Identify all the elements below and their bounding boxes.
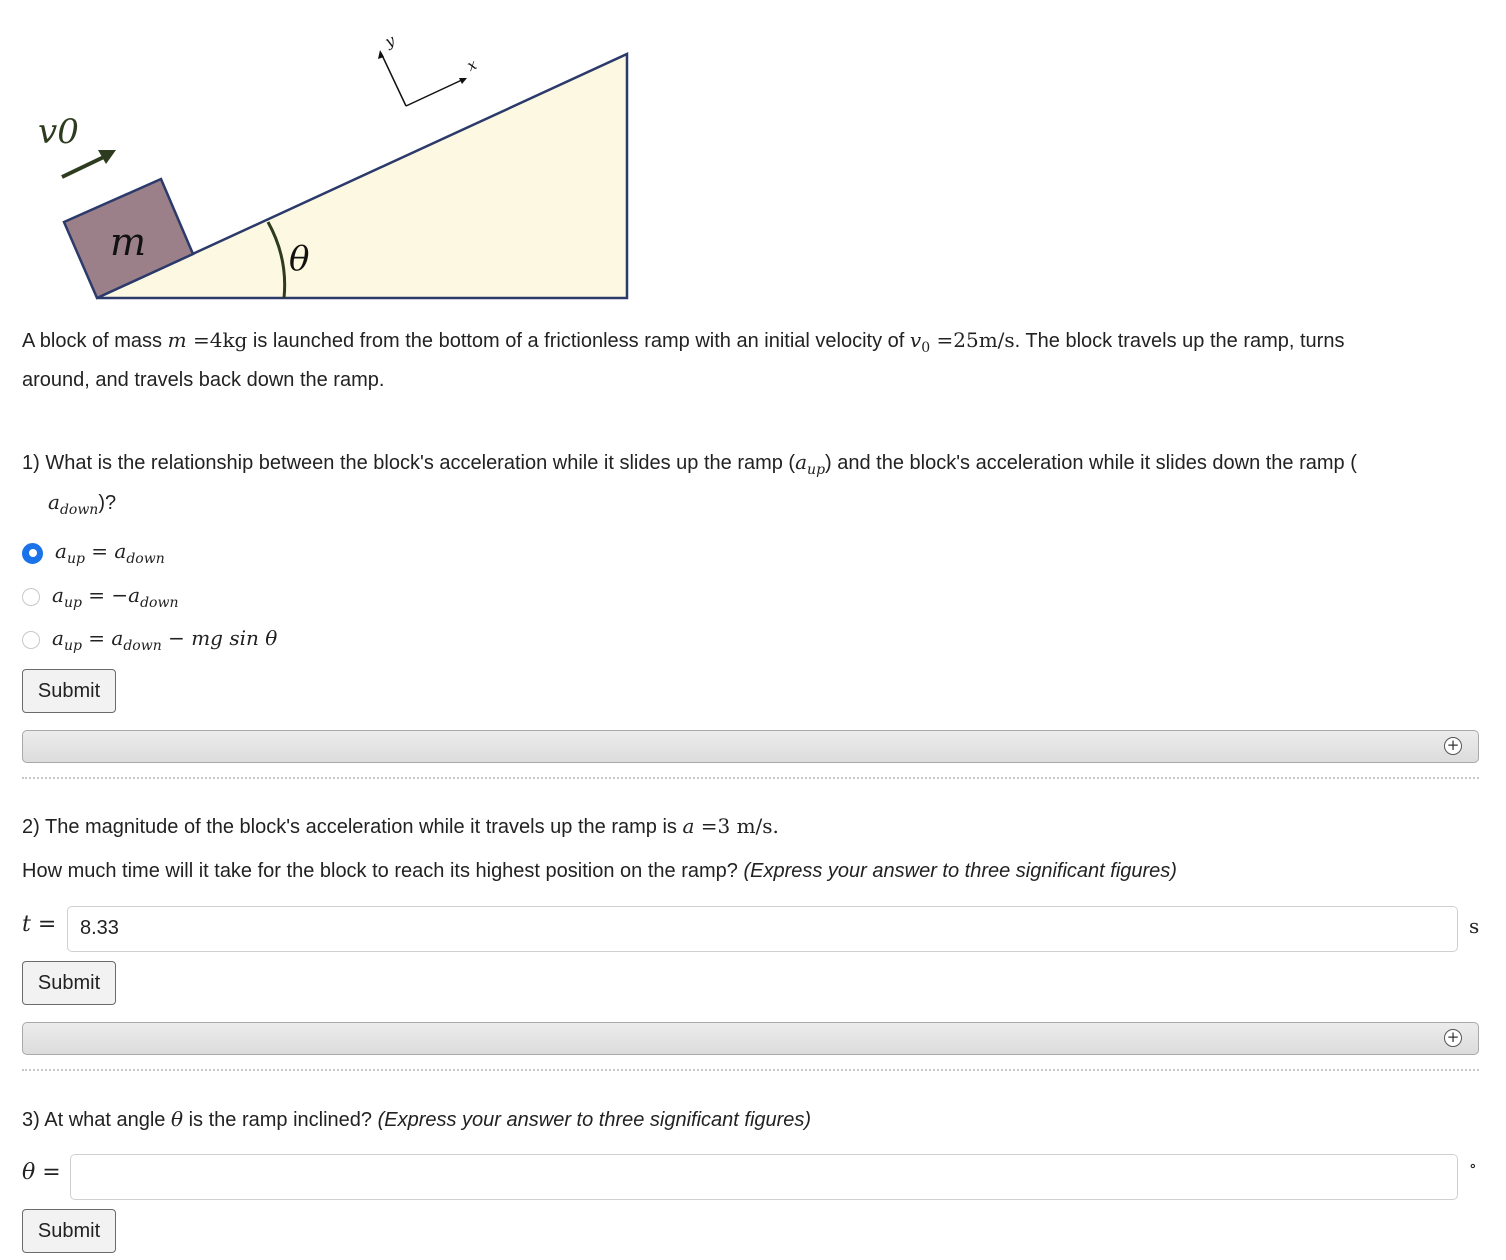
q2-answer-row <box>22 906 1482 954</box>
velocity-arrow <box>62 155 108 177</box>
angle-answer-input[interactable] <box>70 1154 1458 1200</box>
q1-option-1[interactable] <box>22 538 165 568</box>
axis-y <box>381 53 406 106</box>
q2-answer-unit: s <box>1469 914 1480 938</box>
q3-answer-row <box>22 1154 1482 1202</box>
ramp-diagram <box>0 0 700 310</box>
divider <box>22 777 1479 779</box>
axis-x-label: x <box>464 55 480 75</box>
question-1-text: 1) What is the relationship between the block's acceleration while it slides up the ramp $(a_{up})$ and the block's acceleration while it slides down the ramp ( $a_{down}$)? <box>22 450 1357 518</box>
q3-answer-unit: ∘ <box>1469 1156 1477 1175</box>
q2-submit-button[interactable]: Submit <box>22 961 116 1005</box>
radio-unselected[interactable] <box>22 631 40 649</box>
mass-label: m <box>110 220 147 264</box>
axis-y-label: y <box>382 31 398 51</box>
time-answer-input[interactable]: 8.33 <box>67 906 1458 952</box>
question-3-text: 3) At what angle θ is the ramp inclined? (Express your answer to three significant figures) <box>22 1107 812 1131</box>
problem-statement: A block of mass m =4kg is launched from the bottom of a frictionless ramp with an initial velocity of $v_0 =25m/s$. The block travels up the ramp, turns around, and travels back down the ramp. <box>22 328 1345 391</box>
q1-option-3-label: $a_{up} = a_{down}$ − mg sin θ <box>52 626 278 654</box>
angle-label: θ <box>289 239 310 279</box>
plus-circle-icon[interactable]: + <box>1444 1029 1462 1047</box>
q1-option-1-label: $a_{up} = a_{down}$ <box>55 539 165 567</box>
question-2-text: 2) The magnitude of the block's acceleration while it travels up the ramp is a =3 m/s. <box>22 814 779 838</box>
radio-unselected[interactable] <box>22 588 40 606</box>
q1-option-3[interactable] <box>22 625 277 655</box>
q3-answer-label: θ = <box>22 1160 61 1185</box>
plus-circle-icon[interactable]: + <box>1444 737 1462 755</box>
v0-label: v0 <box>38 112 79 152</box>
axis-x <box>406 79 464 106</box>
question-2-prompt: How much time will it take for the block to reach its highest position on the ramp? (Express your answer to three significant figures) <box>22 860 1177 882</box>
q2-answer-label: t = <box>22 912 57 937</box>
q1-submit-button[interactable]: Submit <box>22 669 116 713</box>
radio-selected[interactable] <box>22 543 43 564</box>
q1-hint-bar[interactable] <box>22 730 1479 763</box>
q1-option-2-label: $a_{up} = -a_{down}$ <box>52 583 179 611</box>
q2-hint-bar[interactable] <box>22 1022 1479 1055</box>
q1-option-2[interactable] <box>22 582 178 612</box>
divider <box>22 1069 1479 1071</box>
q3-submit-button[interactable]: Submit <box>22 1209 116 1253</box>
